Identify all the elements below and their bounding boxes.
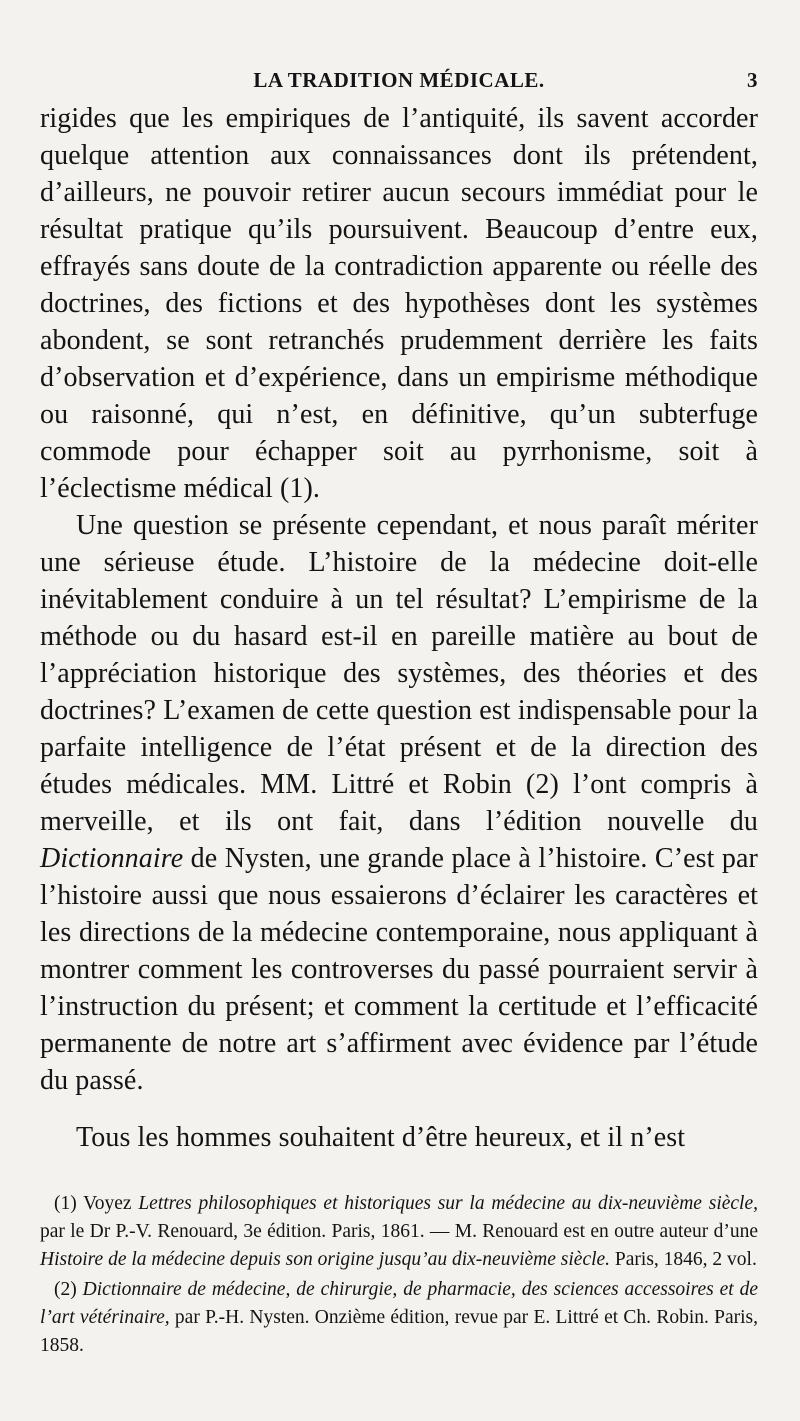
footnote-1-title: Lettres philosophiques et historiques sur la médecine au dix-neuvième siècle,: [138, 1193, 759, 1214]
paragraph-2-part-a: Une question se présente cependant, et nous paraît mériter une sérieuse étude. L’histoire de la médecine doit-elle inévitablement conduire à un tel résultat? L’empirisme de la méthode ou du hasard est-il en pareille matière au bout de l’appréciation historique des systèmes, des théories et des doctrines? L’examen de cette question est indispensable pour la parfaite intelligence de l’état présent et de la direction des études médicales. MM. Littré et Robin (2) l’ont compris à merveille, et ils ont fait, dans l’édition nouvelle du: [40, 510, 758, 837]
footnotes: [40, 1190, 758, 1362]
dictionnaire-title: Dictionnaire: [40, 843, 184, 874]
running-title: LA TRADITION MÉDICALE.: [253, 68, 545, 92]
main-text: [40, 100, 758, 1156]
paragraph-3: Tous les hommes souhaitent d’être heureux, et il n’est: [76, 1122, 686, 1153]
footnote-1: [40, 1190, 758, 1274]
paragraph-2: [40, 507, 758, 1099]
footnote-1-text: par le Dr P.-V. Renouard, 3e édition. Paris, 1861. — M. Renouard est en outre auteur d’une: [40, 1221, 758, 1242]
footnote-2-marker: (2): [54, 1279, 77, 1300]
footnote-2: [40, 1276, 758, 1360]
footnote-1-end: Paris, 1846, 2 vol.: [614, 1249, 757, 1270]
running-header: [40, 62, 758, 98]
paragraph-2-part-b: de Nysten, une grande place à l’histoire. C’est par l’histoire aussi que nous essaierons d’éclairer les caractères et les directions de la médecine contemporaine, nous appliquant à montrer comment les controverses du passé pourraient servir à l’instruction du présent; et comment la certitude et l’efficacité permanente de notre art s’affirment avec évidence par l’étude du passé.: [40, 843, 758, 1096]
footnote-2-title: Dictionnaire de médecine, de chirurgie, de pharmacie, des sciences accessoires et de l’art vétérinaire,: [40, 1279, 758, 1328]
footnote-1-marker: (1) Voyez: [54, 1193, 132, 1214]
paragraph-1: rigides que les empiriques de l’antiquité, ils savent accorder quelque attention aux connaissances dont ils prétendent, d’ailleurs, ne pouvoir retirer aucun secours immédiat pour le résultat pratique qu’ils poursuivent. Beaucoup d’entre eux, effrayés sans doute de la contradiction apparente ou réelle des doctrines, des fictions et des hypothèses dont les systèmes abondent, se sont retranchés prudemment derrière les faits d’observation et d’expérience, dans un empirisme méthodique ou raisonné, qui n’est, en définitive, qu’un subterfuge commode pour échapper soit au pyrrhonisme, soit à l’éclectisme médical (1).: [40, 103, 758, 504]
footnote-2-text: par P.-H. Nysten. Onzième édition, revue par E. Littré et Ch. Robin. Paris, 1858.: [40, 1307, 759, 1356]
footnote-1-title-2: Histoire de la médecine depuis son origine jusqu’au dix-neuvième siècle.: [40, 1249, 611, 1270]
page-number: 3: [747, 68, 758, 92]
